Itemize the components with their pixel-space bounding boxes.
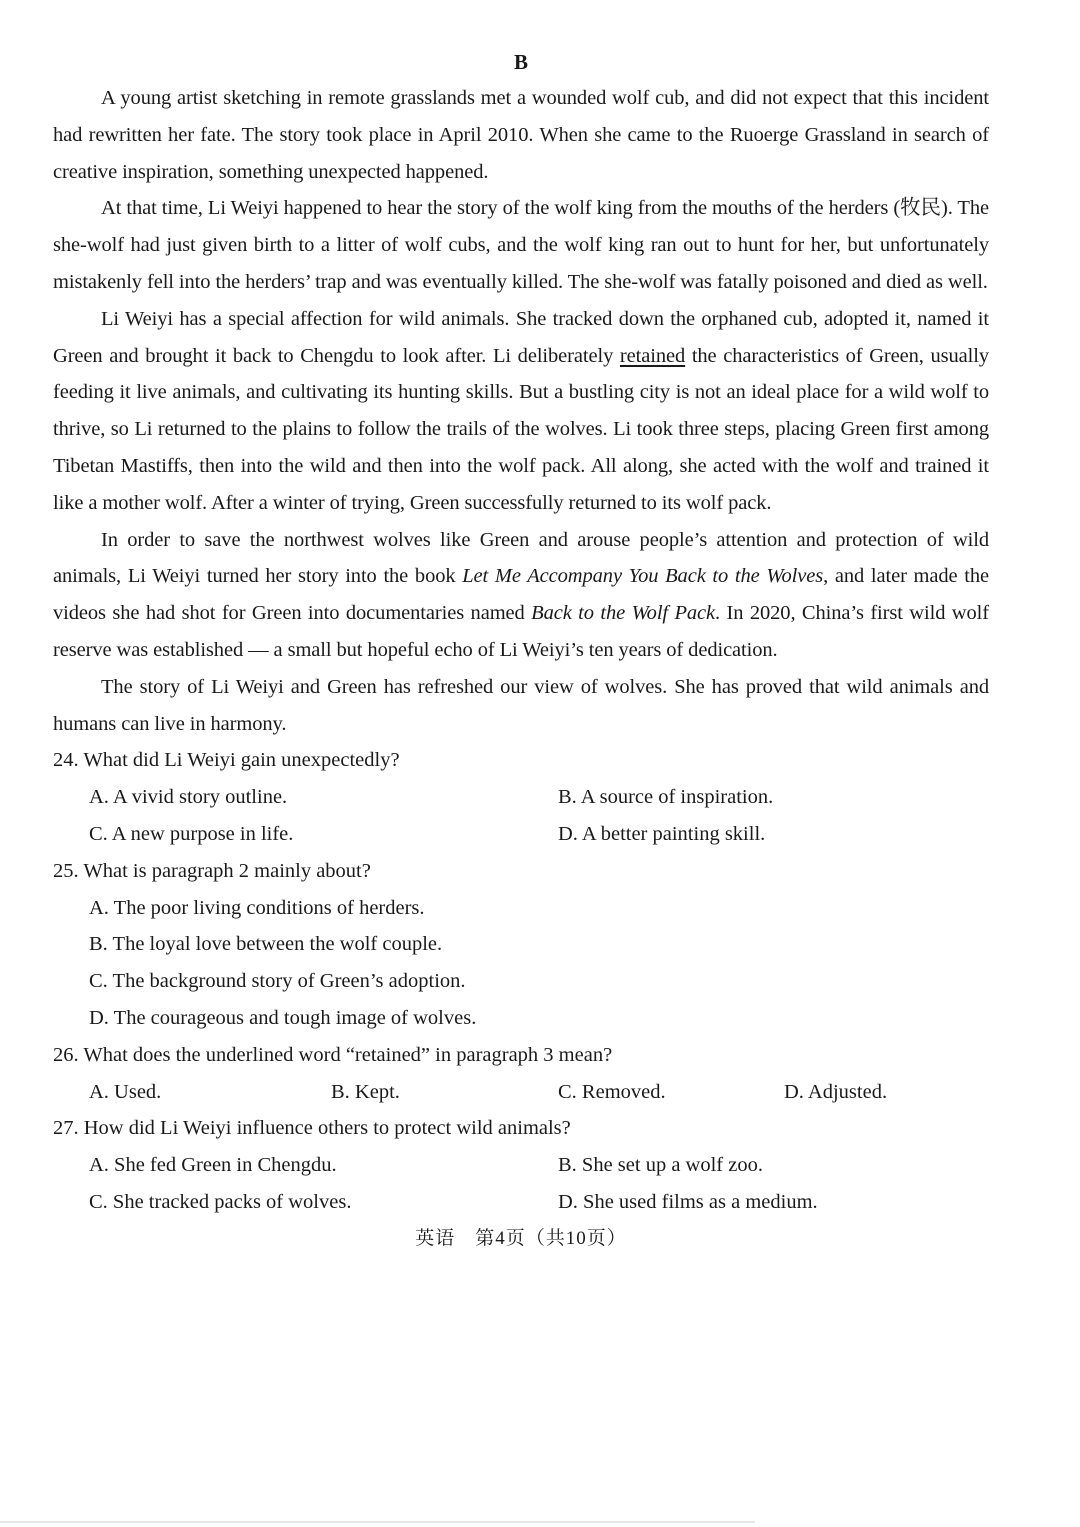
- passage-paragraph-2: At that time, Li Weiyi happened to hear the story of the wolf king from the mouths of the herders (牧民). The she-wolf had just given birth to a litter of wolf cubs, and the wolf king ran out to hunt for her, but unfortunately mistakenly fell into the herders’ trap and was eventually killed. The she-wolf was fatally poisoned and died as well.: [53, 197, 989, 293]
- section-title: B: [513, 50, 528, 74]
- passage-paragraph-4: [53, 522, 989, 669]
- option-d: D. The courageous and tough image of wolves.: [89, 1006, 477, 1029]
- passage-paragraph-5: The story of Li Weiyi and Green has refreshed our view of wolves. She has proved that wild animals and humans can live in harmony.: [53, 675, 989, 735]
- question-26: [53, 1037, 989, 1111]
- option-b: B. A source of inspiration.: [558, 786, 774, 809]
- paragraph-3-text-after: the characteristics of Green, usually feeding it live animals, and cultivating its hunting skills. But a bustling city is not an ideal place for a wild wolf to thrive, so Li returned to the plains to follow the trails of the wolves. Li took three steps, placing Green first among Tibetan Mastiffs, then into the wild and then into the wolf pack. All along, she acted with the wolf and trained it like a mother wolf. After a winter of trying, Green successfully returned to its wolf pack.: [53, 344, 989, 514]
- question-text: 26. What does the underlined word “retained” in paragraph 3 mean?: [53, 1043, 613, 1066]
- option-d: D. A better painting skill.: [558, 822, 766, 845]
- option-a: A. A vivid story outline.: [89, 786, 288, 809]
- question-text: 24. What did Li Weiyi gain unexpectedly?: [53, 749, 400, 772]
- option-c: C. Removed.: [558, 1080, 666, 1103]
- scan-edge-divider: [0, 1521, 755, 1523]
- option-d: D. She used films as a medium.: [558, 1190, 818, 1213]
- passage-paragraph-3: [53, 301, 989, 522]
- options: [53, 779, 989, 853]
- option-c: C. She tracked packs of wolves.: [89, 1190, 352, 1213]
- options: [53, 890, 989, 1037]
- option-a: A. The poor living conditions of herders.: [89, 896, 425, 919]
- question-25: [53, 853, 989, 1037]
- documentary-title: Back to the Wolf Pack: [531, 602, 716, 625]
- underlined-word: retained: [619, 344, 686, 367]
- option-d: D. Adjusted.: [784, 1080, 888, 1103]
- question-24: [53, 742, 989, 852]
- option-b: B. The loyal love between the wolf couple.: [89, 933, 443, 956]
- option-c: C. The background story of Green’s adoption.: [89, 970, 466, 993]
- options: [53, 1074, 989, 1111]
- question-text: 25. What is paragraph 2 mainly about?: [53, 859, 371, 882]
- option-c: C. A new purpose in life.: [89, 822, 294, 845]
- question-27: [53, 1110, 989, 1220]
- options: [53, 1147, 989, 1221]
- option-b: B. She set up a wolf zoo.: [558, 1154, 763, 1177]
- exam-page: [53, 44, 989, 1257]
- passage-paragraph-1: A young artist sketching in remote grasslands met a wounded wolf cub, and did not expect that this incident had rewritten her fate. The story took place in April 2010. When she came to the Ruoerge Grassland in search of creative inspiration, something unexpected happened.: [53, 87, 989, 183]
- option-a: A. She fed Green in Chengdu.: [89, 1154, 337, 1177]
- paragraph-4-part-2: , and later made the videos she had shot for Green into documentaries named: [53, 565, 989, 625]
- option-b: B. Kept.: [331, 1080, 400, 1103]
- page-footer: 英语 第4页（共10页）: [415, 1227, 627, 1249]
- paragraph-4-part-1: In order to save the northwest wolves like Green and arouse people’s attention and protection of wild animals, Li Weiyi turned her story into the book: [53, 528, 989, 588]
- paragraph-3-text-before: Li Weiyi has a special affection for wild animals. She tracked down the orphaned cub, adopted it, named it Green and brought it back to Chengdu to look after. Li deliberately: [53, 307, 989, 367]
- question-text: 27. How did Li Weiyi influence others to protect wild animals?: [53, 1117, 571, 1140]
- book-title: Let Me Accompany You Back to the Wolves: [462, 565, 824, 588]
- option-a: A. Used.: [89, 1080, 162, 1103]
- paragraph-4-part-3: . In 2020, China’s first wild wolf reserve was established — a small but hopeful echo of Li Weiyi’s ten years of dedication.: [53, 602, 989, 661]
